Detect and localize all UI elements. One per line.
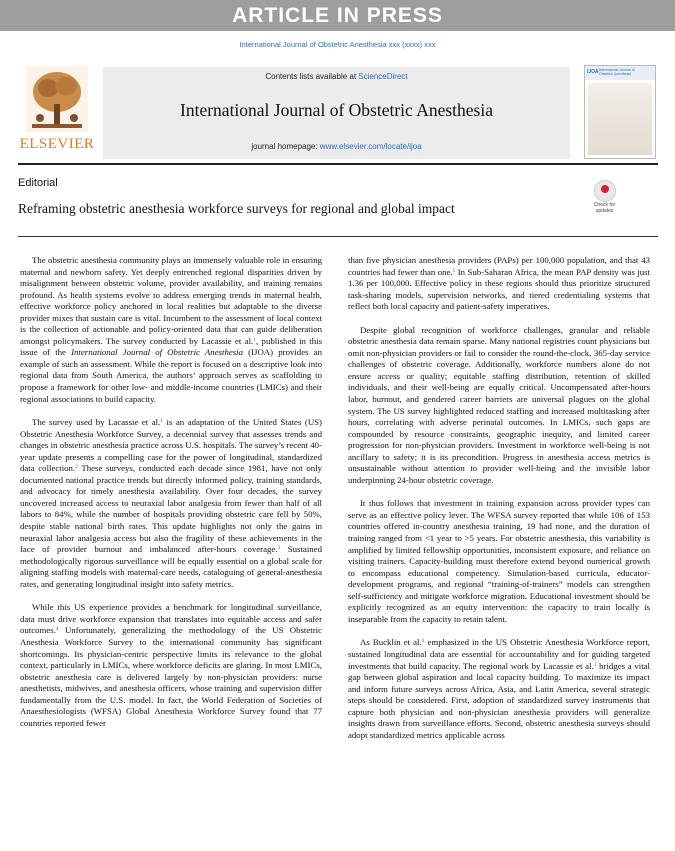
- paragraph: The obstetric anesthesia community plays an immensely valuable role in ensuring maternal and newborn safety. Yet deeply entrenched regional disparities driven by misalignment between obstetric volume, provider availability, and training remains profound. As health systems evolve to address emerging trends in maternal health, effective workforce policy anchored in local realities but adaptable to the diverse provider mixes that sustain care is vital. Incumbent to the assessment of local context is the collection of actionable and policy-oriented data that can guide deliberation amongst policymakers. The survey conducted by Lacassie et al.$^1$, published in this issue of the International Journal of Obstetric Anesthesia (IJOA) provides an example of such an assessment. While the report is focused on a descriptive look into regional data from South America, the authors’ approach serves as scaffolding to propose a framework for other low- and middle-income countries (LMICs) and their regional associations to build capacity.: [20, 255, 322, 404]
- homepage-prefix: journal homepage:: [251, 142, 320, 151]
- paragraph: The survey used by Lacassie et al.$^1$ is an adaptation of the United States (US) Obstetric Anesthesia Workforce Survey, a decennial survey that assesses trends and changes in obstetric anesthesia practice across U.S. hospitals. The survey’s recent 40-year update presents a compelling case for the power of longitudinal, standardized data collection.$^2$ These surveys, conducted each decade since 1981, have not only documented national practice trends but directly informed policy, training standards, and advocacy for timely anesthesia availability. Over four decades, the survey uncovered increased access to neuraxial labor analgesia from fewer than half of all labors to 84%, while the number of hospitals providing obstetric care fell by 50%, despite stable national birth rates. This update highlights not only the gains in neuraxial labor analgesia access but also the fragility of these achievements in the face of provider burnout and imbalanced after-hours coverage.$^3$ Sustained methodologically rigorous surveillance will be equally essential on a global scale for aligning staffing models with maternal-care needs, cataloguing of general-anesthesia rates, and generating longitudinal insight into safety metrics.: [20, 417, 322, 589]
- paragraph: As Bucklin et al.$^2$ emphasized in the US Obstetric Anesthesia Workforce report, sustained longitudinal data are essential for accountability and for guiding targeted investments that build capacity. The regional work by Lacassie et al.$^1$ bridges a vital gap between global aspiration and local capacity building. To maximize its impact and inform future surveys across Africa, Asia, and Latin America, several strategic steps should be considered. First, adoption of standardized survey instruments that capture both physician and non-physician anesthesia providers will generalize insights drawn from surveillance efforts. Second, obstetric anesthesia surveys should adopt standardized metrics applicable across: [348, 637, 650, 740]
- citation-link[interactable]: 1: [160, 418, 164, 425]
- body-column-right: [348, 255, 650, 741]
- body-column-left: [20, 255, 322, 729]
- article-title: Reframing obstetric anesthesia workforce surveys for regional and global impact: [18, 201, 455, 216]
- citation-link[interactable]: 2: [421, 638, 425, 645]
- elsevier-logo[interactable]: [18, 62, 96, 160]
- journal-header: [18, 62, 658, 162]
- article-in-press-banner: ARTICLE IN PRESS: [0, 0, 675, 31]
- citation-link[interactable]: 1: [253, 336, 256, 343]
- cover-image: [588, 83, 652, 155]
- journal-masthead: [103, 67, 570, 159]
- cover-title-bar: [585, 66, 655, 80]
- header-divider: [18, 163, 658, 165]
- cover-journal-title: International Journal of Obstetric Anesthesia: [599, 68, 635, 76]
- citation-link[interactable]: 3: [277, 545, 281, 552]
- publisher-name: ELSEVIER: [19, 136, 95, 152]
- elsevier-tree-icon: [26, 66, 88, 132]
- homepage-line: [103, 142, 570, 151]
- journal-reference-link[interactable]: International Journal of Obstetric Anesthesia xxx (xxxx) xxx: [239, 40, 436, 49]
- contents-prefix: Contents lists available at: [265, 72, 359, 81]
- citation-link[interactable]: 4: [55, 626, 59, 633]
- journal-cover-thumbnail[interactable]: [584, 65, 656, 159]
- article-section: Editorial: [18, 177, 58, 189]
- citation-link[interactable]: 1: [593, 661, 597, 668]
- check-for-updates-badge[interactable]: [588, 180, 621, 216]
- paragraph: than five physician anesthesia providers (PAPs) per 100,000 population, and that 43 countries had fewer than one.$^5$ In Sub-Saharan Africa, the mean PAP density was just 1.36 per 100,000. Effective policy in these regions should thus prioritize structured task-sharing models, supervision networks, and tiered credentialing systems that reflect both local capacity and patient-safety imperatives.: [348, 255, 650, 312]
- citation-link[interactable]: 5: [452, 267, 456, 274]
- paragraph: While this US experience provides a benchmark for longitudinal surveillance, data must drive workforce expansion that translates into equitable access and safer outcomes.$^4$ Unfortunately, generalizing the methodology of the US Obstetric Anesthesia Workforce Survey to the international community has significant shortcomings. Its physician-centric perspective limits its relevance to the global context, particularly in LMICs, where workforce deficits are glaring. In most LMICs, obstetric anesthesia care is delivered largely by non-physician providers: nurse anesthetists, midwives, and anesthesia officers, whose training and supervision differ fundamentally from the U.S. model. In fact, the World Federation of Societies of Anaesthesiologists (WFSA) Global Anesthesia Workforce Survey found that 77 countries reported fewer: [20, 602, 322, 728]
- journal-name-italic: International Journal of Obstetric Anesthesia: [71, 347, 244, 358]
- check-for-updates-label: Check for updates: [593, 202, 616, 214]
- citation-link[interactable]: 2: [75, 464, 78, 471]
- paragraph: Despite global recognition of workforce challenges, granular and reliable obstetric anesthesia data remain sparse. Many national registries count physicians but omit non-physician providers or fail to consider the round-the-clock, 365-day service challenges of obstetric coverage. Additionally, workforce numbers alone do not ensure access or quality; equitable staffing distribution, retention of skilled individuals, and their well-being are equally critical. Uncompensated after-hours labor, burnout, and gendered career barriers are universal plagues on the global system. The US survey highlighted reduced staffing and increased multitasking after hours, correlating with adverse perinatal outcomes. In LMICs, such gaps are compounded by resource constraints, geographic inequity, and limited career progression for non-physician providers. Investment in workforce well-being is not ancillary to safety; it is its precondition. Progress in anesthesia access metrics is unsustainable without attention to provider well-being and the invisible labor underpinning 24-hour obstetric coverage.: [348, 324, 650, 485]
- homepage-link[interactable]: www.elsevier.com/locate/ijoa: [319, 142, 422, 151]
- journal-title: International Journal of Obstetric Anesthesia: [180, 100, 493, 120]
- sciencedirect-link[interactable]: ScienceDirect: [358, 72, 408, 81]
- title-divider: [18, 236, 658, 237]
- paragraph: It thus follows that investment in training expansion across provider types can serve as an effective policy lever. The WFSA survey reported that while 106 of 153 countries offered in-country anesthesia training, 19 had none, and the duration of training ranged from <1 year to >5 years. For obstetric anesthesia, this variability is amplified by limited fellowship opportunities, inconsistent exposure, and reliance on visiting trainers. Capacity-building must therefore extend beyond numerical growth to encompass educational competency. Simulation-based curricula, educator-development programs, and regional “training-of-trainers” models can strengthen self-sufficiency and mitigate workforce migration. Educational investment should be explicitly recognized as an equity intervention: the capacity to train locally is inseparable from the capacity to retain talent.: [348, 498, 650, 624]
- contents-line: [103, 72, 570, 81]
- check-for-updates-icon: [594, 180, 616, 202]
- cover-abbreviation: IJOA: [587, 69, 599, 75]
